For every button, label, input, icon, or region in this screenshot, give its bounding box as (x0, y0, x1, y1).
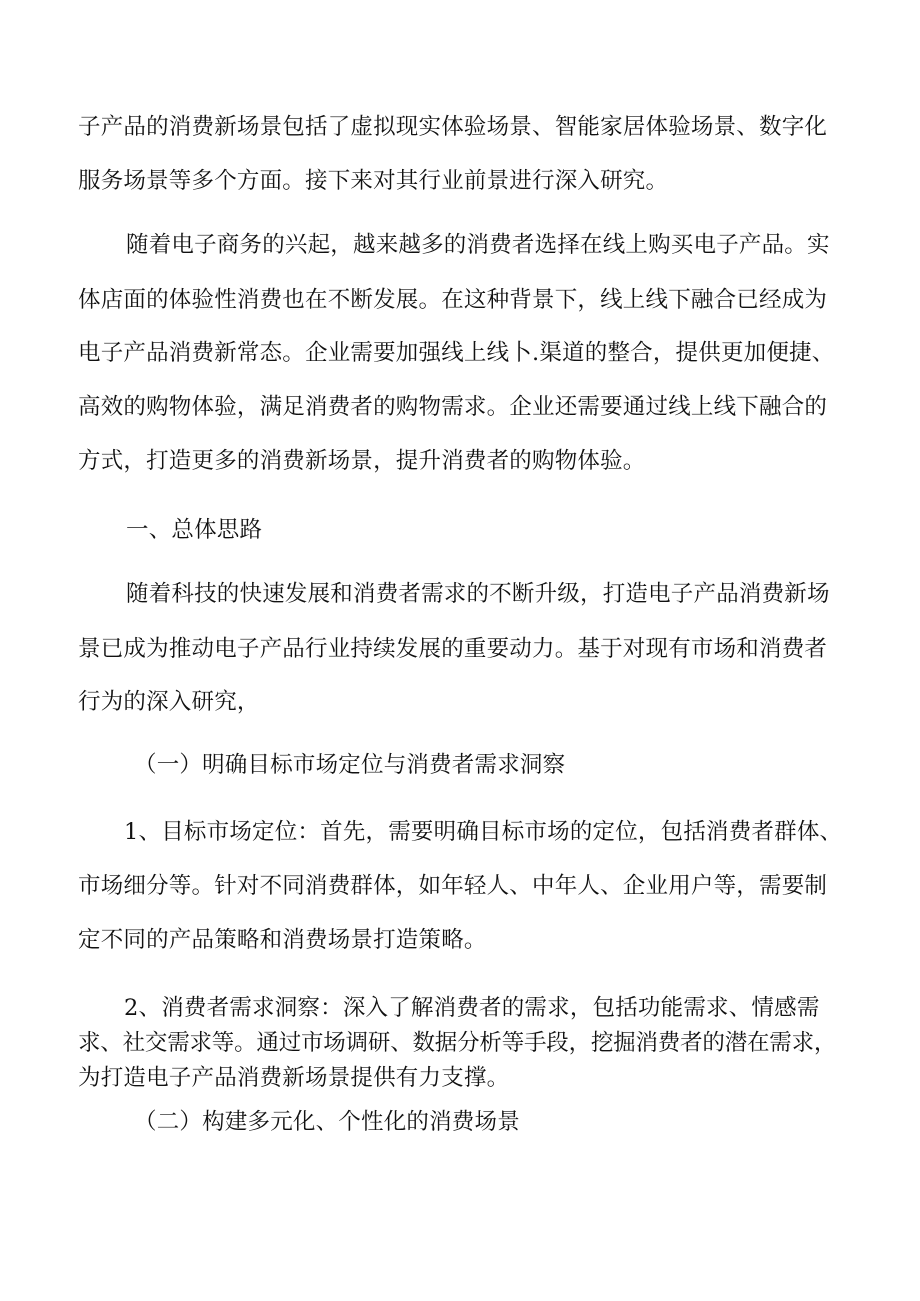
subsection-heading-2: （二）构建多元化、个性化的消费场景 (134, 1109, 520, 1135)
item-1-line-2: 市场细分等。针对不同消费群体，如年轻人、中年人、企业用户等，需要制 (78, 873, 828, 899)
paragraph-intro-line-1: 子产品的消费新场景包括了虚拟现实体验场景、智能家居体验场景、数字化 (78, 114, 828, 140)
paragraph-online-line-5: 方式，打造更多的消费新场景，提升消费者的购物体验。 (78, 448, 646, 474)
paragraph-overview-line-3: 行为的深入研究， (78, 689, 260, 715)
paragraph-online-line-4: 高效的购物体验，满足消费者的购物需求。企业还需要通过线上线下融合的 (78, 394, 828, 420)
item-2-line-1: 2、消费者需求洞察：深入了解消费者的需求，包括功能需求、情感需 (124, 995, 820, 1021)
section-heading-overall: 一、总体思路 (126, 517, 263, 543)
item-1-line-3: 定不同的产品策略和消费场景打造策略。 (78, 927, 487, 953)
paragraph-overview-line-2: 景已成为推动电子产品行业持续发展的重要动力。基于对现有市场和消费者 (78, 636, 828, 662)
subsection-heading-1: （一）明确目标市场定位与消费者需求洞察 (134, 752, 566, 778)
paragraph-online-line-3: 电子产品消费新常态。企业需要加强线上线卜.渠道的整合，提供更加便捷、 (78, 340, 835, 366)
paragraph-online-line-2: 体店面的体验性消费也在不断发展。在这种背景下，线上线下融合已经成为 (78, 287, 828, 313)
paragraph-online-line-1: 随着电子商务的兴起，越来越多的消费者选择在线上购买电子产品。实 (126, 232, 830, 258)
item-2-line-3: 为打造电子产品消费新场景提供有力支撑。 (78, 1065, 510, 1091)
item-1-line-1: 1、目标市场定位：首先，需要明确目标市场的定位，包括消费者群体、 (124, 819, 843, 845)
paragraph-overview-line-1: 随着科技的快速发展和消费者需求的不断升级，打造电子产品消费新场 (126, 581, 830, 607)
item-2-line-2: 求、社交需求等。通过市场调研、数据分析等手段，挖掘消费者的潜在需求， (78, 1030, 837, 1056)
paragraph-intro-line-2: 服务场景等多个方面。接下来对其行业前景进行深入研究。 (78, 168, 669, 194)
